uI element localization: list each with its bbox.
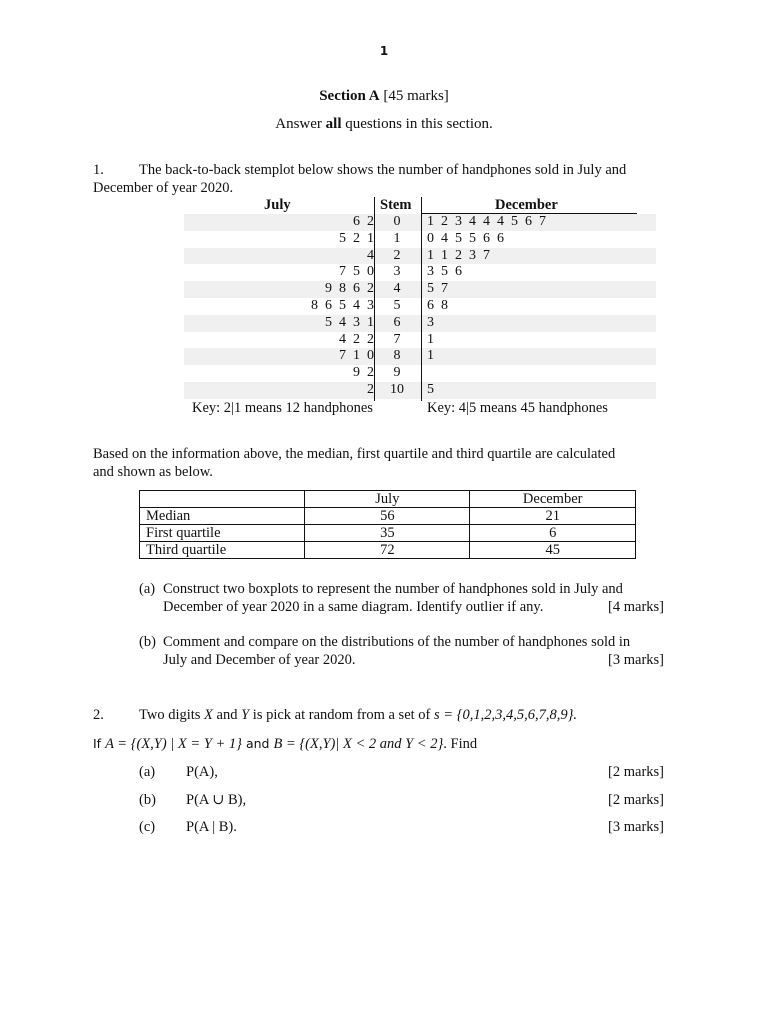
stemplot-leaves-july: 7 5 0 [339, 264, 374, 280]
stemplot-leaves-july: 4 2 2 [339, 331, 374, 347]
stemplot-stem: 7 [393, 331, 401, 347]
table-cell: 6 [470, 525, 636, 542]
section-instructions [0, 116, 768, 133]
q2-part-c-label: (c) [139, 819, 156, 835]
instr-post: questions in this section. [341, 116, 493, 132]
stemplot-row [184, 264, 656, 281]
q2-text-line1 [93, 706, 693, 724]
stemplot-leaves-july: 8 6 5 4 3 [311, 297, 374, 313]
stemplot-stem: 9 [393, 365, 401, 381]
table-row [140, 508, 636, 525]
q2-text-line2 [93, 735, 693, 753]
q1-info-line2: and shown as below. [93, 464, 213, 480]
q2-cond-a: A = {(X,Y) | X = Y + 1} [105, 736, 242, 752]
stemplot-row [184, 281, 656, 298]
stemplot-stem: 5 [393, 297, 401, 313]
section-title-rest: [45 marks] [379, 88, 449, 104]
table-header-row [140, 491, 636, 508]
stemplot-stem: 0 [393, 214, 401, 229]
q2-text-mid: is pick at random from a set of [249, 707, 434, 723]
stemplot-header-underline [421, 213, 637, 214]
q2-part-b-expr: P(A ∪ B), [186, 792, 247, 808]
stemplot-row [184, 248, 656, 265]
q2-part-b [139, 792, 664, 810]
stemplot-leaves-july: 6 2 [353, 214, 374, 229]
q2-set-expr: s = {0,1,2,3,4,5,6,7,8,9}. [434, 707, 578, 723]
stemplot-leaves-december: 1 [427, 348, 434, 364]
stemplot-leaves-july: 4 [367, 247, 374, 263]
stemplot-leaves-july: 5 4 3 1 [325, 314, 374, 330]
stemplot-leaves-july: 9 2 [353, 365, 374, 381]
instr-bold: all [325, 116, 342, 132]
q2-cond-and: and [241, 736, 274, 751]
stemplot-row [184, 315, 656, 332]
stemplot-stem: 8 [393, 348, 401, 364]
stemplot-leaves-december: 3 5 6 [427, 264, 462, 280]
table-cell: Median [140, 508, 305, 525]
stemplot-leaves-december: 1 1 2 3 7 [427, 247, 490, 263]
table-cell: 72 [305, 542, 470, 559]
table-cell: 45 [470, 542, 636, 559]
stemplot-row [184, 214, 656, 231]
table-header-cell: July [305, 491, 470, 508]
stemplot-row [184, 348, 656, 365]
q1-part-a [139, 580, 664, 616]
section-title [0, 88, 768, 105]
q1-part-b-line2: July and December of year 2020. [163, 652, 356, 668]
table-cell: 21 [470, 508, 636, 525]
q1-part-a-line1: Construct two boxplots to represent the number of handphones sold in July and [163, 581, 623, 597]
q1-number: 1. [93, 162, 104, 178]
q1-part-b-marks: [3 marks] [608, 652, 664, 668]
stemplot-stem: 4 [393, 281, 401, 297]
stemplot-leaves-july: 9 8 6 2 [325, 281, 374, 297]
stemplot-leaves-july: 5 2 1 [339, 230, 374, 246]
stemplot-rows [184, 214, 656, 399]
table-cell: First quartile [140, 525, 305, 542]
table-cell: Third quartile [140, 542, 305, 559]
q2-part-a [139, 764, 664, 782]
stemplot-row [184, 365, 656, 382]
q1-text-line2: December of year 2020. [93, 180, 234, 196]
stemplot [184, 197, 656, 399]
q2-part-c [139, 819, 664, 837]
table-row [140, 542, 636, 559]
stemplot-leaves-december: 1 2 3 4 4 4 5 6 7 [427, 214, 546, 229]
stemplot-stem: 10 [390, 381, 404, 397]
stemplot-key-right: Key: 4|5 means 45 handphones [427, 400, 608, 416]
q1-text-line1 [93, 161, 673, 179]
q2-var-y: Y [241, 707, 250, 723]
q1-part-a-label: (a) [139, 581, 156, 597]
stemplot-row [184, 332, 656, 349]
stemplot-key-left: Key: 2|1 means 12 handphones [192, 400, 373, 416]
q1-info-line1: Based on the information above, the median, first quartile and third quartile are calculated [93, 446, 616, 462]
stemplot-header [184, 197, 656, 214]
stemplot-stem: 3 [393, 264, 401, 280]
stemplot-stem: 2 [393, 247, 401, 263]
stemplot-leaves-december: 6 8 [427, 297, 448, 313]
stemplot-stem: 6 [393, 314, 401, 330]
stemplot-leaves-july: 7 1 0 [339, 348, 374, 364]
table-cell: 56 [305, 508, 470, 525]
stemplot-leaves-december: 5 [427, 381, 434, 397]
table-header-cell [140, 491, 305, 508]
stemplot-row [184, 382, 656, 399]
q2-cond-if: If [93, 736, 106, 751]
table-row [140, 525, 636, 542]
quartile-table [139, 490, 636, 559]
table-cell: 35 [305, 525, 470, 542]
q2-cond-b: B = {(X,Y)| X < 2 and Y < 2} [273, 736, 444, 752]
q1-part-b-label: (b) [139, 634, 156, 650]
stemplot-header-july: July [264, 197, 291, 213]
stemplot-header-stem: Stem [380, 197, 412, 213]
stemplot-leaves-july: 2 [367, 381, 374, 397]
q2-cond-find: . Find [443, 736, 478, 752]
q1-part-a-line2: December of year 2020 in a same diagram. Identify outlier if any. [163, 599, 544, 615]
stemplot-divider-right [421, 197, 422, 401]
stemplot-leaves-december: 3 [427, 314, 434, 330]
stemplot-header-december: December [495, 197, 558, 213]
q2-part-a-marks: [2 marks] [608, 764, 664, 780]
stemplot-leaves-december: 5 7 [427, 281, 448, 297]
q2-part-c-expr: P(A | B). [186, 819, 237, 835]
stemplot-leaves-december: 0 4 5 5 6 6 [427, 230, 504, 246]
q2-part-b-label: (b) [139, 792, 156, 808]
q1-text1: The back-to-back stemplot below shows the number of handphones sold in July and [139, 162, 627, 178]
stemplot-row [184, 298, 656, 315]
stemplot-leaves-december: 1 [427, 331, 434, 347]
q1-part-b [139, 633, 664, 669]
q2-var-x: X [204, 707, 213, 723]
q2-part-b-marks: [2 marks] [608, 792, 664, 808]
q1-part-a-marks: [4 marks] [608, 599, 664, 615]
table-header-cell: December [470, 491, 636, 508]
stemplot-stem: 1 [393, 230, 401, 246]
q2-number: 2. [93, 707, 104, 723]
q2-part-c-marks: [3 marks] [608, 819, 664, 835]
q2-part-a-expr: P(A), [186, 764, 218, 780]
stemplot-row [184, 231, 656, 248]
q2-text-pre: Two digits [139, 707, 205, 723]
page-number: 1 [379, 44, 389, 58]
q1-part-b-line1: Comment and compare on the distributions of the number of handphones sold in [163, 634, 631, 650]
q2-text-and: and [212, 707, 242, 723]
q2-part-a-label: (a) [139, 764, 156, 780]
section-title-bold: Section A [319, 88, 380, 104]
stemplot-divider-left [374, 197, 375, 401]
instr-pre: Answer [275, 116, 326, 132]
